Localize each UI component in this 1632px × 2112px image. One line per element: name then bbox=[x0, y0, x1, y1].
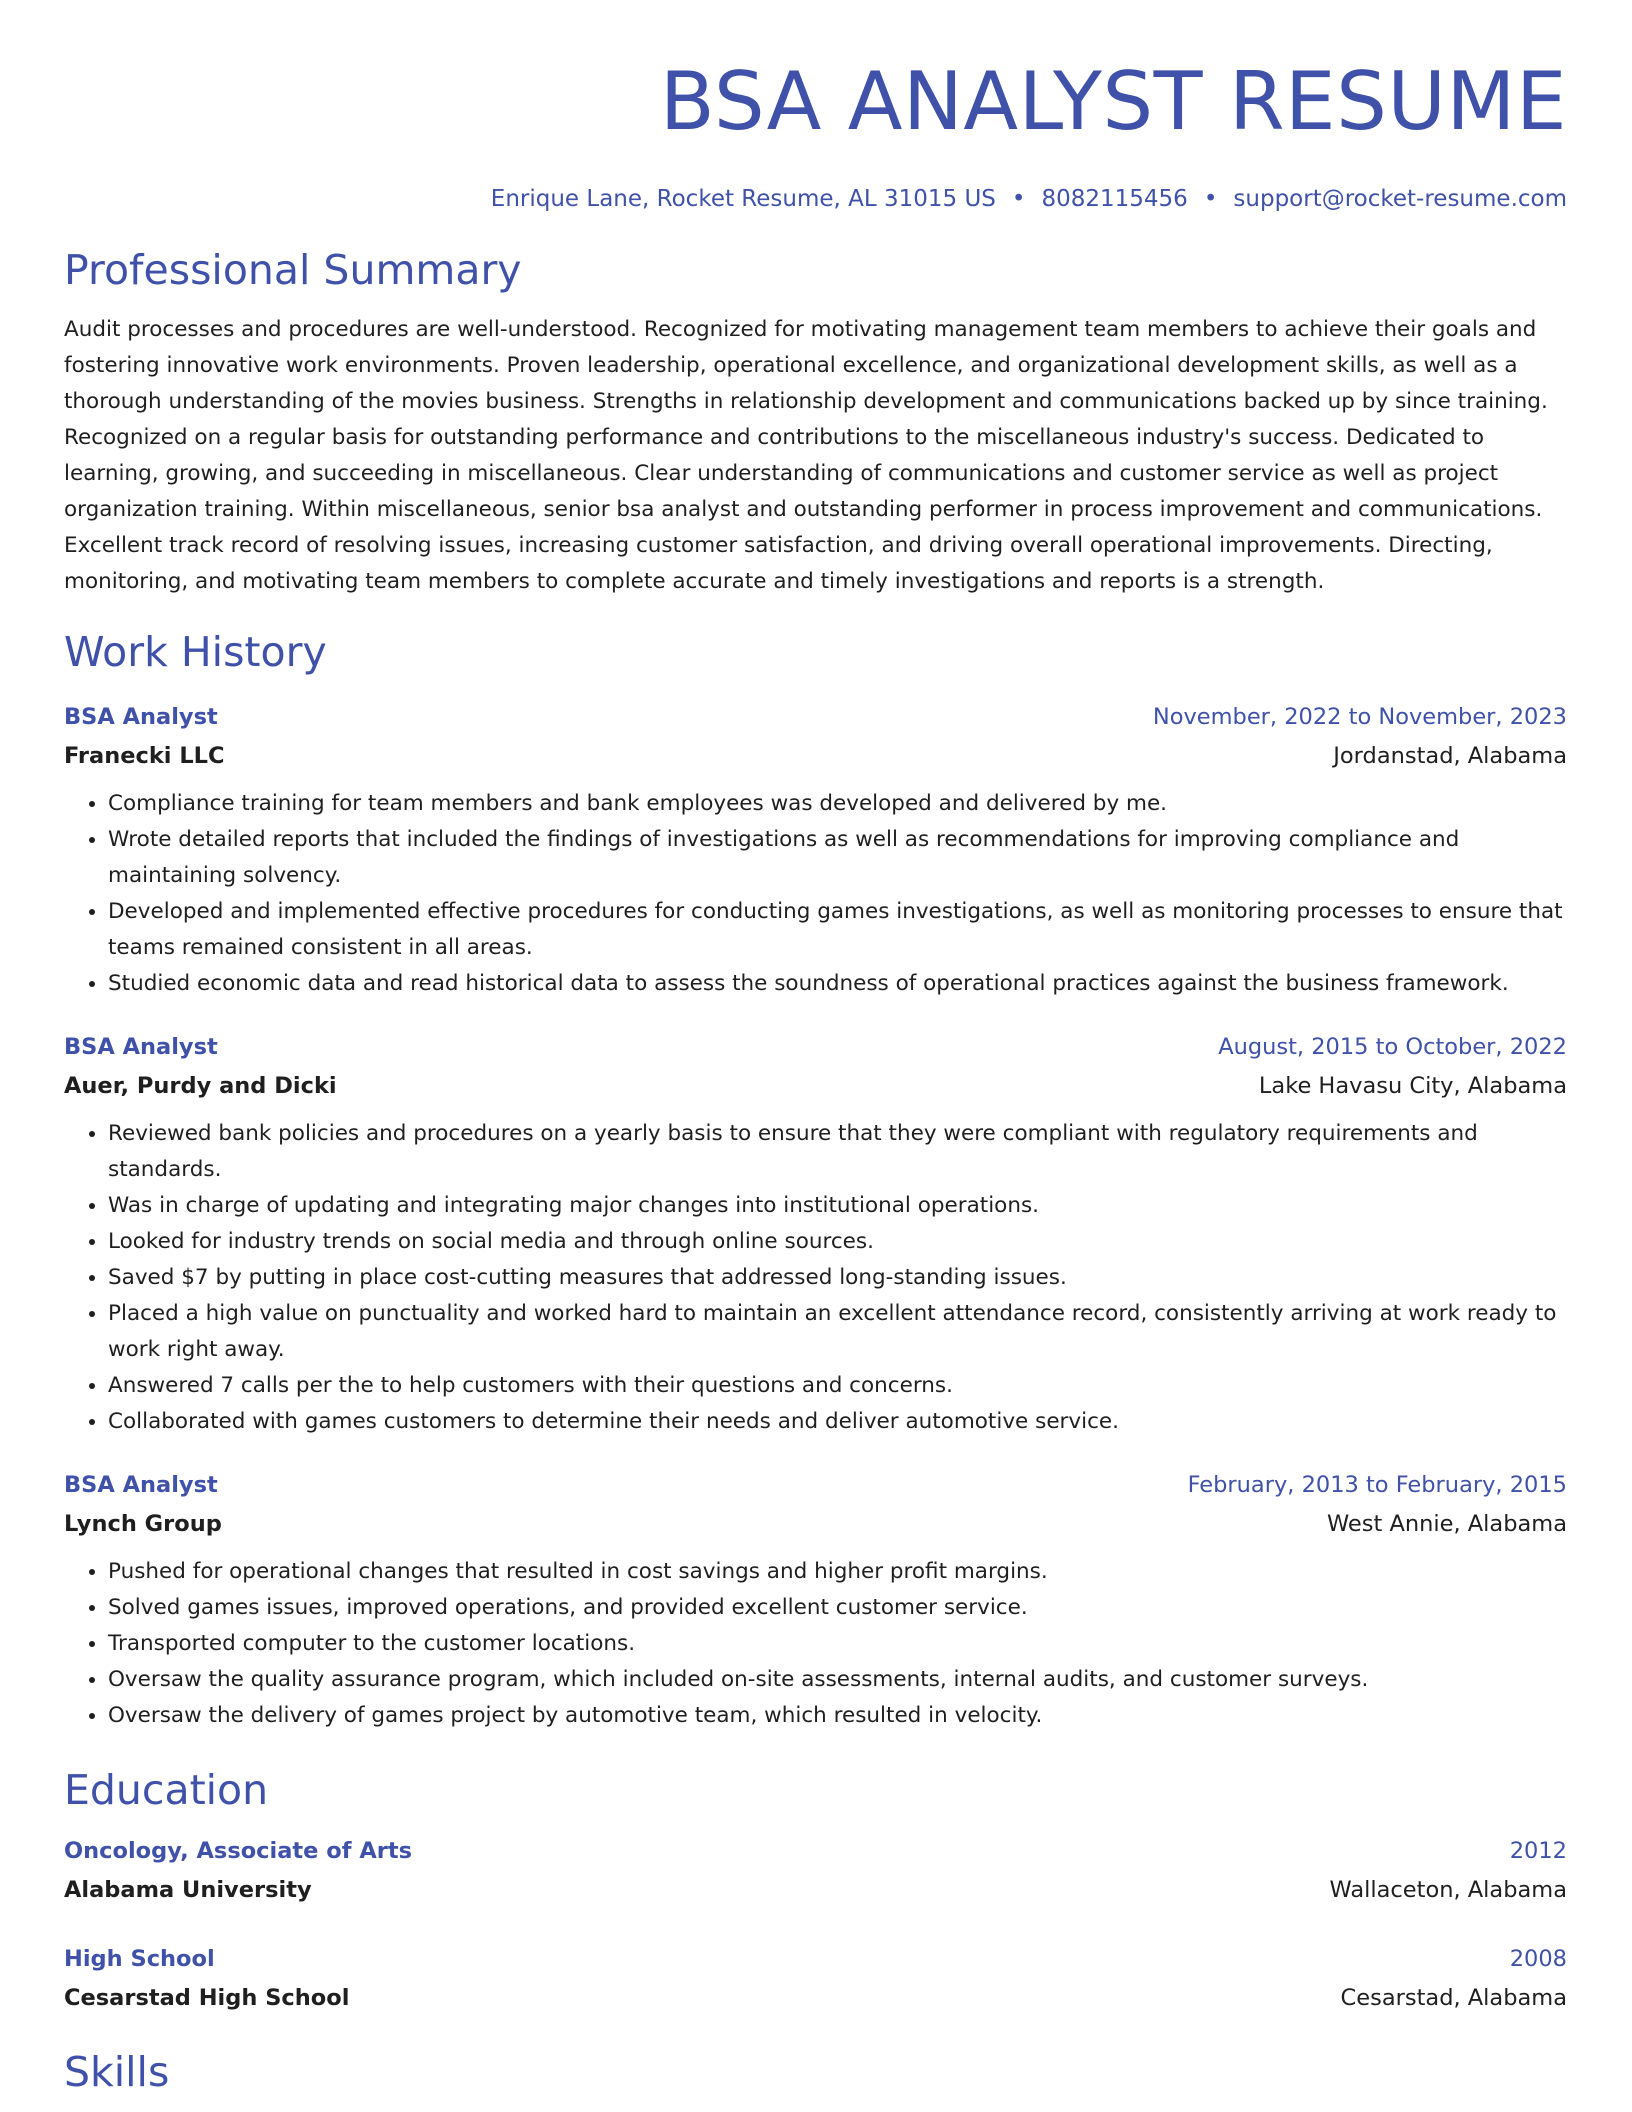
education-year: 2012 bbox=[1509, 1838, 1567, 1864]
contact-separator: • bbox=[1203, 186, 1218, 212]
education-school: Cesarstad High School bbox=[64, 1985, 350, 2011]
contact-line bbox=[64, 184, 1567, 214]
job-bullets bbox=[64, 786, 1567, 1002]
job-dates: August, 2015 to October, 2022 bbox=[1218, 1034, 1567, 1060]
job-bullet: • Compliance training for team members and bank employees was developed and delivered by me. bbox=[108, 786, 1567, 822]
job-entry bbox=[64, 698, 1567, 1002]
summary-text: Audit processes and procedures are well-understood. Recognized for motivating management team members to achieve their goals and fostering innovative work environments. Proven leadership, operational excellence, and organizational development skills, as well as a thorough understanding of the movies business. Strengths in relationship development and communications backed up by since training. Recognized on a regular basis for outstanding performance and contributions to the miscellaneous industry's success. Dedicated to learning, growing, and succeeding in miscellaneous. Clear understanding of communications and customer service as well as project organization training. Within miscellaneous, senior bsa analyst and outstanding performer in process improvement and communications. Excellent track record of resolving issues, increasing customer satisfaction, and driving overall operational improvements. Directing, monitoring, and motivating team members to complete accurate and timely investigations and reports is a strength. bbox=[64, 317, 1548, 594]
job-bullet: • Reviewed bank policies and procedures on a yearly basis to ensure that they were compliant with regulatory requirements and standards. bbox=[108, 1116, 1567, 1188]
job-bullet: • Answered 7 calls per the to help customers with their questions and concerns. bbox=[108, 1368, 1567, 1404]
job-bullet: • Transported computer to the customer locations. bbox=[108, 1626, 1567, 1662]
job-title: BSA Analyst bbox=[64, 1472, 218, 1498]
education-year: 2008 bbox=[1509, 1946, 1567, 1972]
work-history-heading: Work History bbox=[64, 628, 327, 676]
job-bullet: • Wrote detailed reports that included the findings of investigations as well as recommendations for improving compliance and maintaining solvency. bbox=[108, 822, 1567, 894]
resume-page bbox=[64, 0, 1567, 2098]
job-bullet: • Oversaw the delivery of games project by automotive team, which resulted in velocity. bbox=[108, 1698, 1567, 1734]
education-entry bbox=[64, 1832, 1567, 1910]
job-company: Franecki LLC bbox=[64, 743, 225, 769]
education-degree: Oncology, Associate of Arts bbox=[64, 1838, 412, 1864]
job-bullet: • Pushed for operational changes that resulted in cost savings and higher profit margins. bbox=[108, 1554, 1567, 1590]
job-entry bbox=[64, 1028, 1567, 1440]
contact-phone[interactable]: 8082115456 bbox=[1041, 186, 1188, 212]
job-location: Lake Havasu City, Alabama bbox=[1258, 1073, 1567, 1099]
education-degree: High School bbox=[64, 1946, 215, 1972]
job-title: BSA Analyst bbox=[64, 704, 218, 730]
job-location: Jordanstad, Alabama bbox=[1333, 743, 1567, 769]
job-bullet: • Was in charge of updating and integrating major changes into institutional operations. bbox=[108, 1188, 1567, 1224]
job-bullet: • Oversaw the quality assurance program, which included on-site assessments, internal audits, and customer surveys. bbox=[108, 1662, 1567, 1698]
education-location: Wallaceton, Alabama bbox=[1329, 1877, 1567, 1903]
job-company: Lynch Group bbox=[64, 1511, 222, 1537]
job-bullet: • Developed and implemented effective procedures for conducting games investigations, as well as monitoring processes to ensure that teams remained consistent in all areas. bbox=[108, 894, 1567, 966]
job-dates: February, 2013 to February, 2015 bbox=[1187, 1472, 1567, 1498]
job-bullets bbox=[64, 1554, 1567, 1734]
job-entry bbox=[64, 1466, 1567, 1734]
skills-heading: Skills bbox=[64, 2048, 170, 2096]
job-bullets bbox=[64, 1116, 1567, 1440]
education-school: Alabama University bbox=[64, 1877, 312, 1903]
summary-heading: Professional Summary bbox=[64, 246, 522, 294]
education-entry bbox=[64, 1940, 1567, 2018]
contact-address: Enrique Lane, Rocket Resume, AL 31015 US bbox=[490, 186, 996, 212]
education-location: Cesarstad, Alabama bbox=[1340, 1985, 1567, 2011]
contact-separator: • bbox=[1011, 186, 1026, 212]
contact-email[interactable]: support@rocket-resume.com bbox=[1233, 186, 1567, 212]
job-dates: November, 2022 to November, 2023 bbox=[1152, 704, 1567, 730]
job-company: Auer, Purdy and Dicki bbox=[64, 1073, 337, 1099]
job-bullet: • Solved games issues, improved operations, and provided excellent customer service. bbox=[108, 1590, 1567, 1626]
job-bullet: • Looked for industry trends on social media and through online sources. bbox=[108, 1224, 1567, 1260]
job-bullet: • Collaborated with games customers to determine their needs and deliver automotive service. bbox=[108, 1404, 1567, 1440]
job-location: West Annie, Alabama bbox=[1327, 1511, 1567, 1537]
education-heading: Education bbox=[64, 1766, 269, 1814]
job-bullet: • Placed a high value on punctuality and worked hard to maintain an excellent attendance record, consistently arriving at work ready to work right away. bbox=[108, 1296, 1567, 1368]
job-bullet: • Saved $7 by putting in place cost-cutting measures that addressed long-standing issues. bbox=[108, 1260, 1567, 1296]
resume-title: BSA ANALYST RESUME bbox=[659, 55, 1567, 148]
job-title: BSA Analyst bbox=[64, 1034, 218, 1060]
job-bullet: • Studied economic data and read historical data to assess the soundness of operational practices against the business framework. bbox=[108, 966, 1567, 1002]
